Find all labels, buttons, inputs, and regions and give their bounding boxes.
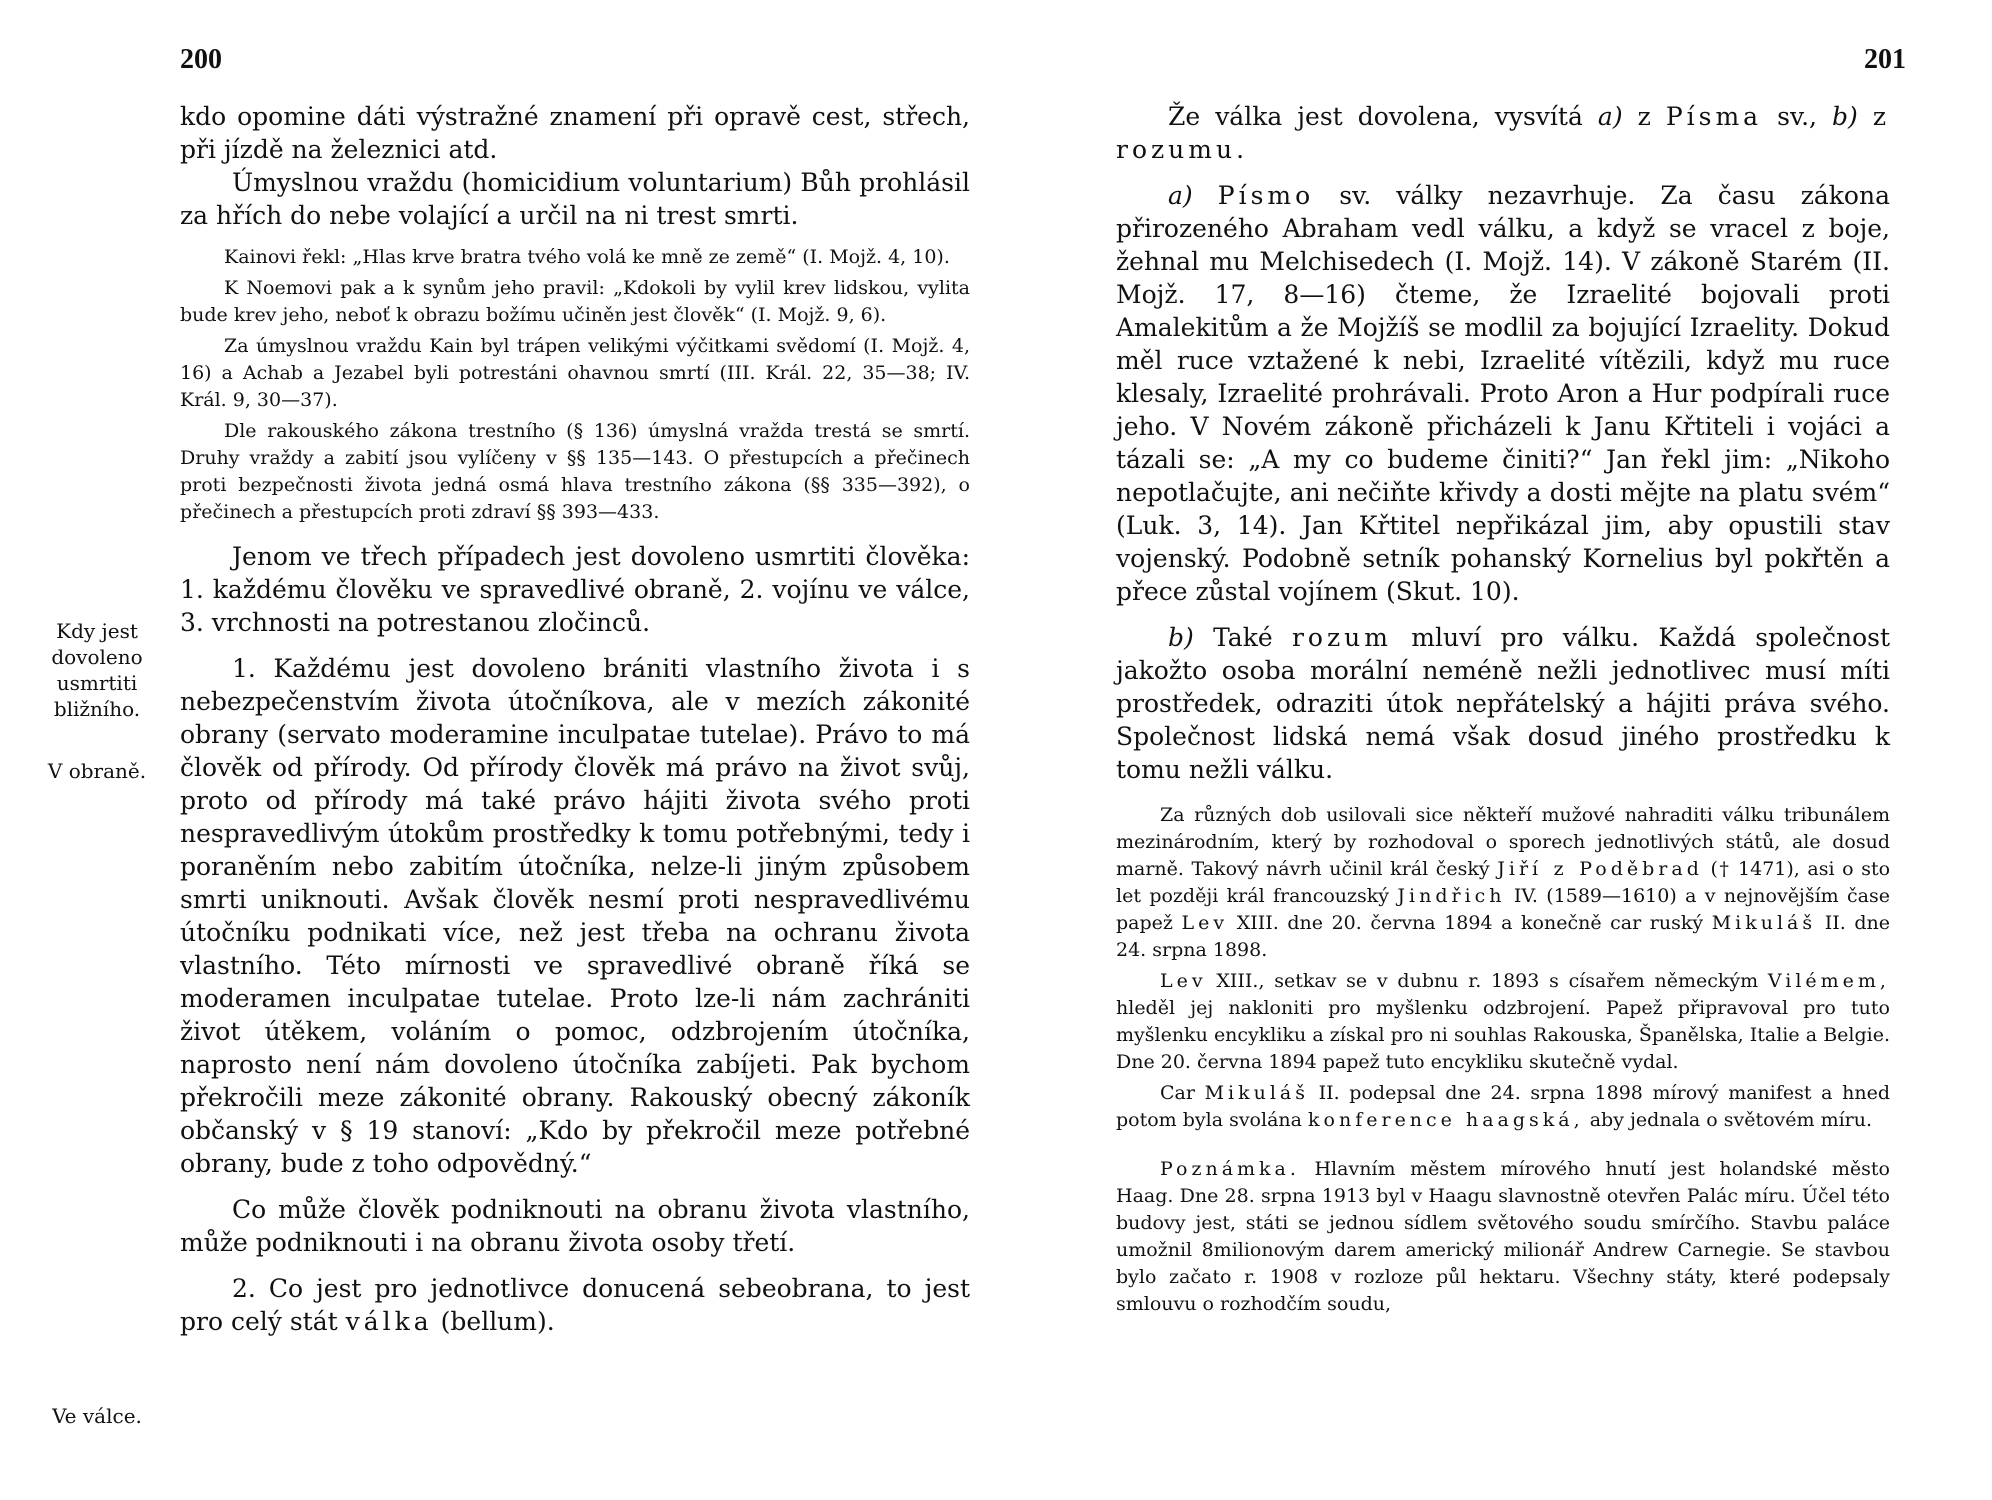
note-car-mikulas [1116, 1080, 1890, 1134]
n1-mikulas: Mikuláš [1711, 912, 1817, 934]
p1-rozumu: z rozumu. [1116, 102, 1891, 164]
n1-text-b: († 1471), asi o sto let později král francouzský [1116, 858, 1891, 907]
n1-text-c: IV. (1589—1610) a v nejnovějším čase papež [1116, 885, 1890, 934]
note-achab: Za úmyslnou vraždu Kain byl trápen velikými výčitkami svědomí (I. Mojž. 4, 16) a Achab a Jezabel byli potrestáni ohavnou smrtí (III. Král. 22, 35—38; IV. Král. 9, 30—37). [180, 335, 970, 411]
p3-rozum: rozum [1291, 623, 1392, 652]
right-body [1116, 100, 1890, 1318]
margin-note-valce: Ve válce. [52, 1404, 142, 1428]
n4-text: Hlavním městem mírového hnutí jest holandské město Haag. Dne 28. srpna 1913 byl v Haagu slavnostně otevřen Palác míru. Účel této budovy jest, státi se jednou sídlem světového soudu smírčího. Stavbu paláce umožnil 8milionovým darem americký milionář Andrew Carnegie. Se stavbou bylo začato r. 1908 v rozloze půl hektaru. Všechny státy, které podepsaly smlouvu o rozhodčím soudu, [1116, 1158, 1890, 1315]
right-page [996, 0, 1992, 1500]
n1-lev: Lev [1181, 912, 1229, 934]
paragraph-umyslna-vrazda: Úmyslnou vraždu (homicidium voluntarium) Bůh prohlásil za hřích do nebe volající a určil na ni trest smrti. [180, 168, 970, 230]
paragraph-osoba-treti: Co může člověk podniknouti na obranu života vlastního, může podniknouti i na obranu života osoby třetí. [180, 1195, 970, 1257]
p3-text-b: mluví pro válku. Každá společnost jakožto osoba morální neméně nežli jednotlivec musí míti prostředek, odraziti útok nepřátelský a hájiti práva svého. Společnost lidská nemá však dosud jiného prostředku k tomu nežli válku. [1116, 623, 1891, 784]
note-poznamka [1116, 1156, 1890, 1318]
p1-sv: sv., [1777, 102, 1818, 131]
n3-text-b: II. podepsal dne 24. srpna 1898 mírový manifest a hned potom byla svolána [1116, 1082, 1890, 1131]
paragraph-pismo [1116, 179, 1890, 608]
note-tribunal [1116, 802, 1890, 964]
n1-jiri: Jiří z Poděbrad [1497, 858, 1703, 880]
p1-pisma: Písma [1665, 102, 1763, 131]
paragraph-valka-dovolena [1116, 100, 1890, 166]
left-footnotes [180, 244, 970, 526]
paragraph-rozum [1116, 621, 1890, 786]
n3-text-a: Car [1160, 1082, 1195, 1104]
p1-z: z [1637, 102, 1651, 131]
margin-note-kdy: Kdy jest dovoleno usmrtiti bližního. [51, 619, 143, 721]
paragraph-tri-pripady: Jenom ve třech případech jest dovoleno usmrtiti člověka: 1. každému člověku ve spravedlivé obraně, 2. vojínu ve válce, 3. vrchnosti na potrestanou zločinců. [180, 542, 970, 637]
paragraph-obrana: 1. Každému jest dovoleno brániti vlastního života i s nebezpečenstvím života útočníkova, ale v mezích zákonité obrany (servato moderamine inculpatae tutelae). Právo to má člověk od přírody. Od přírody člověk má právo na život svůj, proto od přírody má také právo hájiti života svého proti nespravedlivým útokům prostředky k tomu potřebnými, tedy i poraněním nebo zabitím útočníka, nelze-li jiným způsobem smrti uniknouti. Avšak člověk nesmí proti nespravedlivému útočníku podnikati více, než jest třeba na ochranu života vlastního. Této mírnosti ve spravedlivé obraně říká se moderamen inculpatae tutelae. Proto lze-li nám zachrániti život útěkem, voláním o pomoc, odzbrojením útočníka, naprosto není nám dovoleno útočníka zabíjeti. Pak bychom překročili meze zákonité obrany. Rakouský obecný zákoník občanský v § 19 stanoví: „Kdo by překročil meze potřebné obrany, bude z toho odpovědný.“ [180, 654, 970, 1178]
margin-note-obrane: V obraně. [47, 759, 147, 783]
note-zakon-trestni: Dle rakouského zákona trestního (§ 136) úmyslná vražda trestá se smrtí. Druhy vraždy a zabití jsou vylíčeny v §§ 135—143. O přestupcích a přečinech proti bezpečnosti života jedná osmá hlava trestního zákona (§§ 335—392), o přečinech a přestupcích proti zdraví §§ 393—433. [180, 420, 970, 523]
p2-pismo: Písmo [1217, 181, 1315, 210]
n2-text-a: XIII., setkav se v dubnu r. 1893 s císařem německým [1216, 970, 1759, 992]
left-body [180, 100, 970, 1338]
valka-spaced: válka [345, 1307, 433, 1336]
n2-text-b: hleděl jej nakloniti pro myšlenku odzbrojení. Papež připravoval pro tuto myšlenku encykliku a získal pro ni souhlas Rakouska, Španělska, Italie a Belgie. Dne 20. června 1894 papež tuto encykliku skutečně vydal. [1116, 997, 1890, 1073]
p1-mark-b: b) [1832, 102, 1858, 131]
right-footnotes [1116, 802, 1890, 1318]
n2-lev: Lev [1160, 970, 1207, 992]
note-noe: K Noemovi pak a k synům jeho pravil: „Kdokoli by vylil krev lidskou, vylita bude krev jeho, neboť k obrazu božímu učiněn jest člověk“ (I. Mojž. 9, 6). [180, 277, 970, 326]
p3-text-a: Také [1213, 623, 1273, 652]
page-number-left: 200 [180, 44, 222, 75]
n2-vilem: Vilémem, [1767, 970, 1890, 992]
n3-mikulas: Mikuláš [1204, 1082, 1310, 1104]
n1-text-e: II. dne 24. srpna 1898. [1116, 912, 1890, 961]
n3-text-c: aby jednala o světovém míru. [1589, 1109, 1873, 1131]
paragraph-opomine: kdo opomine dáti výstražné znamení při opravě cest, střech, při jízdě na železnici atd. [180, 102, 970, 164]
n4-poznamka: Poznámka. [1160, 1158, 1300, 1180]
p1-mark-a: a) [1597, 102, 1623, 131]
p2-mark: a) [1168, 181, 1193, 210]
p3-mark: b) [1168, 623, 1194, 652]
n1-text-d: XIII. dne 20. června 1894 a konečně car ruský [1236, 912, 1704, 934]
p2-text: sv. války nezavrhuje. Za času zákona přirozeného Abraham vedl válku, a když se vracel z boje, žehnal mu Melchisedech (I. Mojž. 14). V zákoně Starém (II. Mojž. 17, 8—16) čteme, že Izraelité bojovali proti Amalekitům a že Mojžíš se modlil za bojující Izraelity. Dokud měl ruce vztažené k nebi, Izraelité vítězili, když mu ruce klesaly, Izraelité prohrávali. Proto Aron a Hur podpírali ruce jeho. V Novém zákoně přicházeli k Janu Křtiteli i vojáci a tázali se: „A my co budeme činiti?“ Jan řekl jim: „Nikoho nepotlačujte, ani nečiňte křivdy a dosti mějte na platu svém“ (Luk. 3, 14). Jan Křtitel nepřikázal jim, aby opustili stav vojenský. Podobně setník pohanský Kornelius byl pokřtěn a přece zůstal vojínem (Skut. 10). [1116, 181, 1890, 606]
note-kain: Kainovi řekl: „Hlas krve bratra tvého volá ke mně ze země“ (I. Mojž. 4, 10). [224, 246, 950, 268]
valka-text-a: 2. Co jest pro jednotlivce donucená sebeobrana, to jest pro celý stát [180, 1274, 970, 1336]
p1-text: Že válka jest dovolena, vysvítá [1168, 102, 1583, 131]
paragraph-valka [180, 1272, 970, 1338]
n1-text-a: Za různých dob usilovali sice někteří mužové nahraditi válku tribunálem mezinárodním, který by rozhodoval o sporech jednotlivých států, ale dosud marně. Takový návrh učinil král český [1116, 804, 1890, 880]
valka-text-c: (bellum). [440, 1307, 555, 1336]
page-number-right: 201 [1864, 44, 1906, 75]
note-lev-xiii [1116, 968, 1890, 1076]
n1-jindrich: Jindřich [1397, 885, 1506, 907]
n3-konference: konference haagská, [1308, 1109, 1584, 1131]
